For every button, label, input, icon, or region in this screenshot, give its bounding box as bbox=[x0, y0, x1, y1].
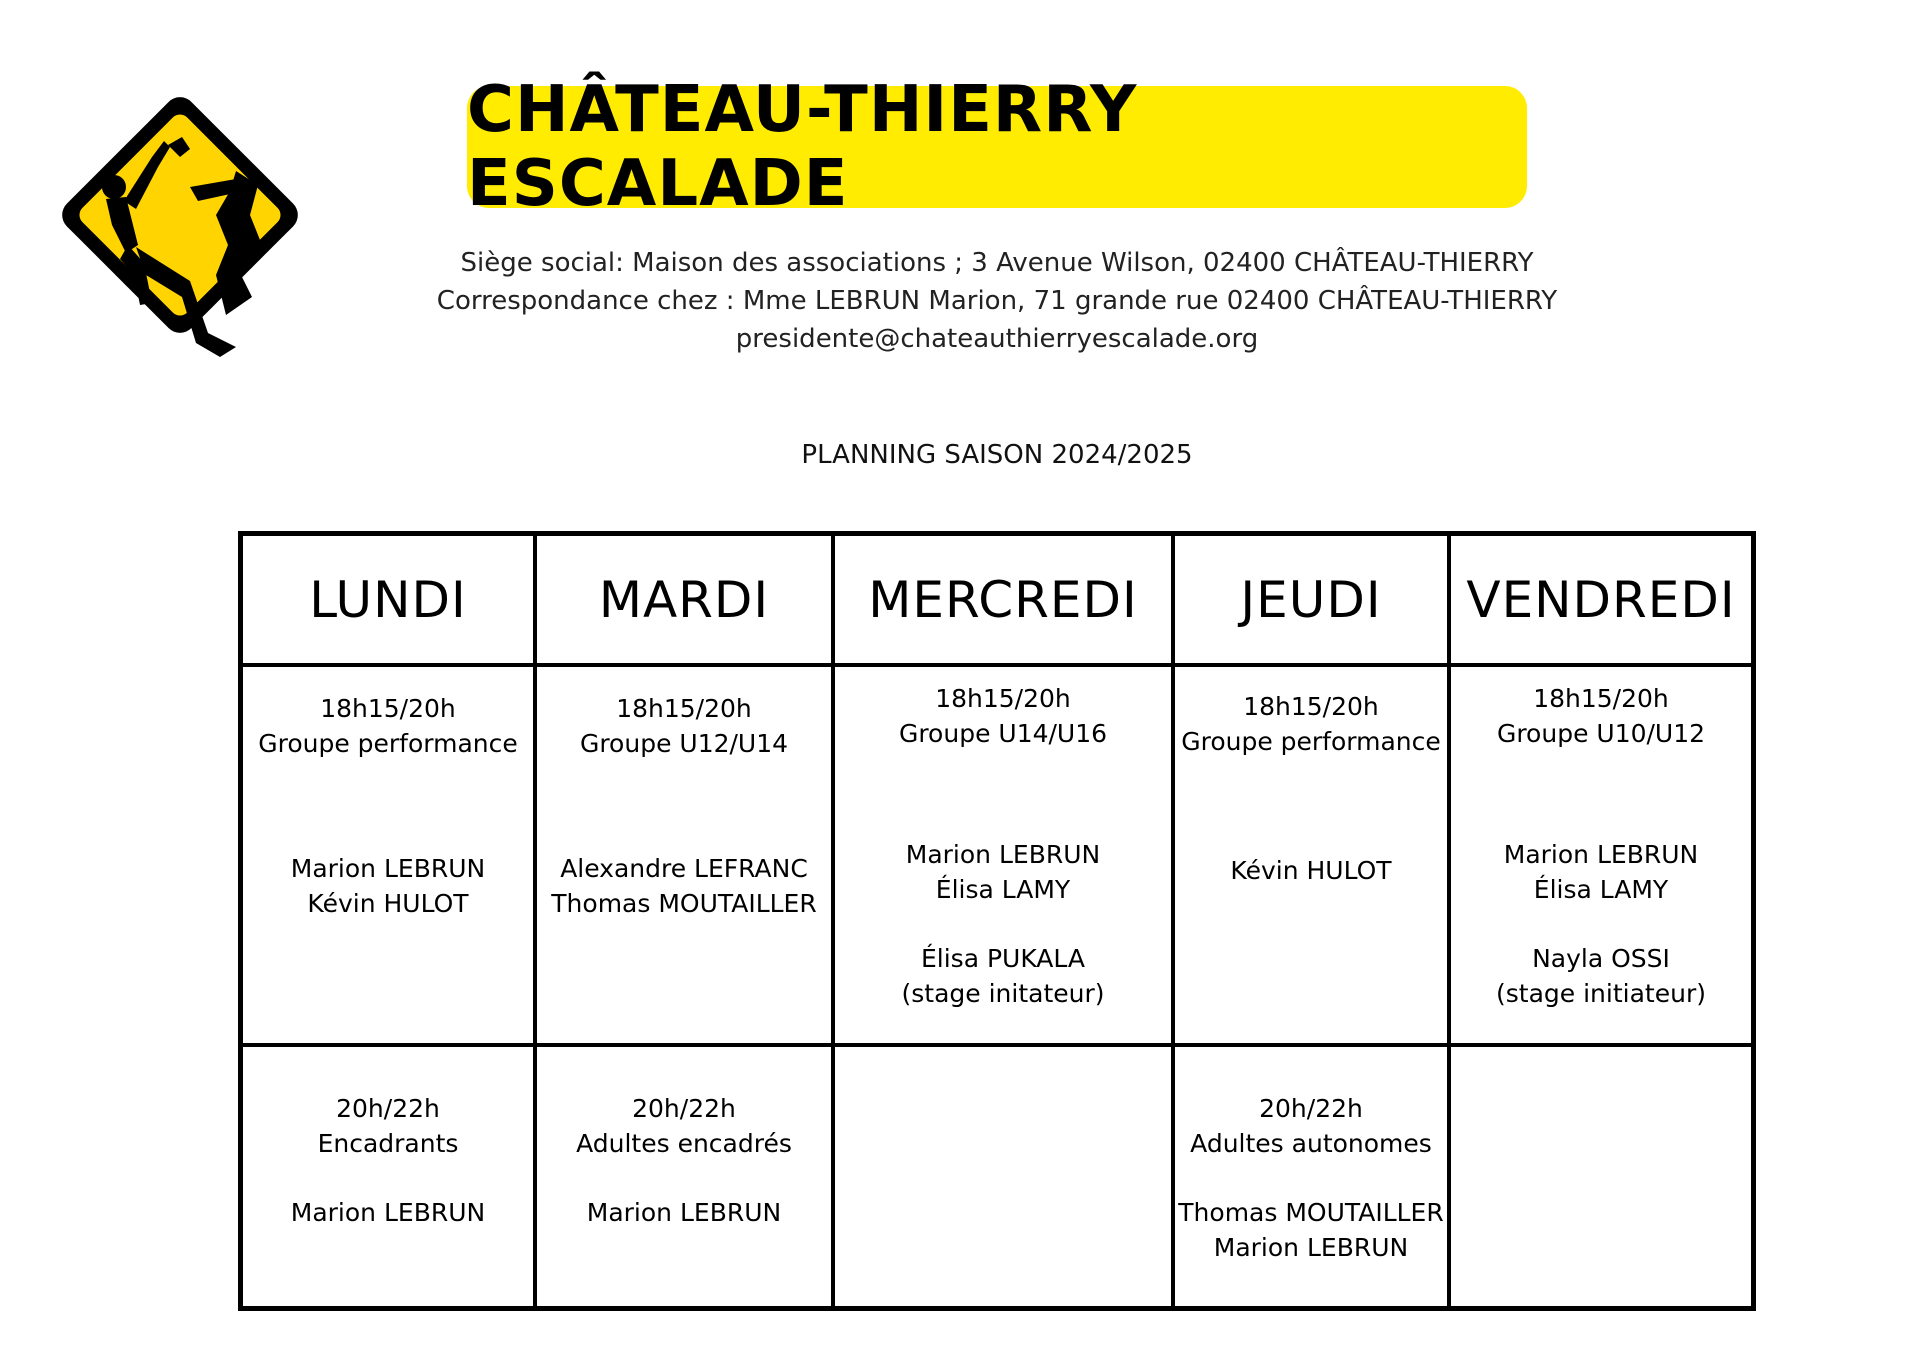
coach-name: Élisa PUKALA bbox=[920, 944, 1085, 973]
day-header-jeudi: JEUDI bbox=[1175, 536, 1451, 667]
coach-name: Kévin HULOT bbox=[1230, 856, 1392, 885]
coach-name: Thomas MOUTAILLER bbox=[551, 889, 817, 918]
slot-group: Groupe U12/U14 bbox=[579, 729, 789, 758]
slot-group: Groupe performance bbox=[258, 729, 518, 758]
slot-mercredi-night bbox=[835, 1047, 1175, 1306]
slot-vendredi-night bbox=[1451, 1047, 1751, 1306]
email: presidente@chateauthierryescalade.org bbox=[735, 324, 1259, 354]
slot-group: Adultes autonomes bbox=[1190, 1129, 1432, 1158]
slot-mardi-evening bbox=[537, 667, 835, 1047]
address-line-1: Siège social: Maison des associations ; 3 Avenue Wilson, 02400 CHÂTEAU-THIERRY bbox=[460, 248, 1534, 278]
coach-note: (stage initiateur) bbox=[1496, 979, 1706, 1008]
coach-name: Élisa LAMY bbox=[1533, 875, 1669, 904]
day-header-mercredi: MERCREDI bbox=[835, 536, 1175, 667]
coach-name: Marion LEBRUN bbox=[290, 1198, 486, 1227]
coach-name: Alexandre LEFRANC bbox=[560, 854, 808, 883]
coach-name: Marion LEBRUN bbox=[905, 840, 1101, 869]
coach-name: Élisa LAMY bbox=[935, 875, 1071, 904]
coach-name: Thomas MOUTAILLER bbox=[1178, 1198, 1444, 1227]
slot-vendredi-evening bbox=[1451, 667, 1751, 1047]
slot-lundi-evening bbox=[243, 667, 537, 1047]
coach-name: Marion LEBRUN bbox=[586, 1198, 782, 1227]
club-logo bbox=[40, 75, 320, 365]
slot-group: Encadrants bbox=[317, 1129, 459, 1158]
slot-time: 18h15/20h bbox=[935, 684, 1071, 713]
slot-jeudi-evening bbox=[1175, 667, 1451, 1047]
schedule-table bbox=[238, 531, 1756, 1311]
coach-note: (stage initateur) bbox=[901, 979, 1105, 1008]
slot-time: 20h/22h bbox=[1259, 1094, 1363, 1123]
slot-group: Groupe U10/U12 bbox=[1496, 719, 1706, 748]
address-block bbox=[300, 244, 1694, 358]
slot-group: Groupe performance bbox=[1181, 727, 1441, 756]
address-line-2: Correspondance chez : Mme LEBRUN Marion, 71 grande rue 02400 CHÂTEAU-THIERRY bbox=[436, 286, 1558, 316]
coach-name: Kévin HULOT bbox=[307, 889, 469, 918]
slot-time: 18h15/20h bbox=[320, 694, 456, 723]
coach-name: Nayla OSSI bbox=[1532, 944, 1670, 973]
slot-mercredi-evening bbox=[835, 667, 1175, 1047]
planning-title: PLANNING SAISON 2024/2025 bbox=[801, 440, 1193, 470]
day-header-lundi: LUNDI bbox=[243, 536, 537, 667]
climber-diamond-sign-icon bbox=[40, 75, 320, 365]
title-banner bbox=[467, 73, 1527, 221]
slot-group: Groupe U14/U16 bbox=[898, 719, 1108, 748]
slot-mardi-night bbox=[537, 1047, 835, 1306]
slot-time: 20h/22h bbox=[336, 1094, 440, 1123]
coach-name: Marion LEBRUN bbox=[1503, 840, 1699, 869]
slot-lundi-night bbox=[243, 1047, 537, 1306]
slot-time: 18h15/20h bbox=[616, 694, 752, 723]
coach-name: Marion LEBRUN bbox=[1213, 1233, 1409, 1262]
slot-group: Adultes encadrés bbox=[576, 1129, 792, 1158]
slot-time: 18h15/20h bbox=[1533, 684, 1669, 713]
club-title: CHÂTEAU-THIERRY ESCALADE bbox=[467, 73, 1138, 221]
day-header-vendredi: VENDREDI bbox=[1451, 536, 1751, 667]
day-header-mardi: MARDI bbox=[537, 536, 835, 667]
slot-time: 18h15/20h bbox=[1243, 692, 1379, 721]
coach-name: Marion LEBRUN bbox=[290, 854, 486, 883]
slot-jeudi-night bbox=[1175, 1047, 1451, 1306]
slot-time: 20h/22h bbox=[632, 1094, 736, 1123]
